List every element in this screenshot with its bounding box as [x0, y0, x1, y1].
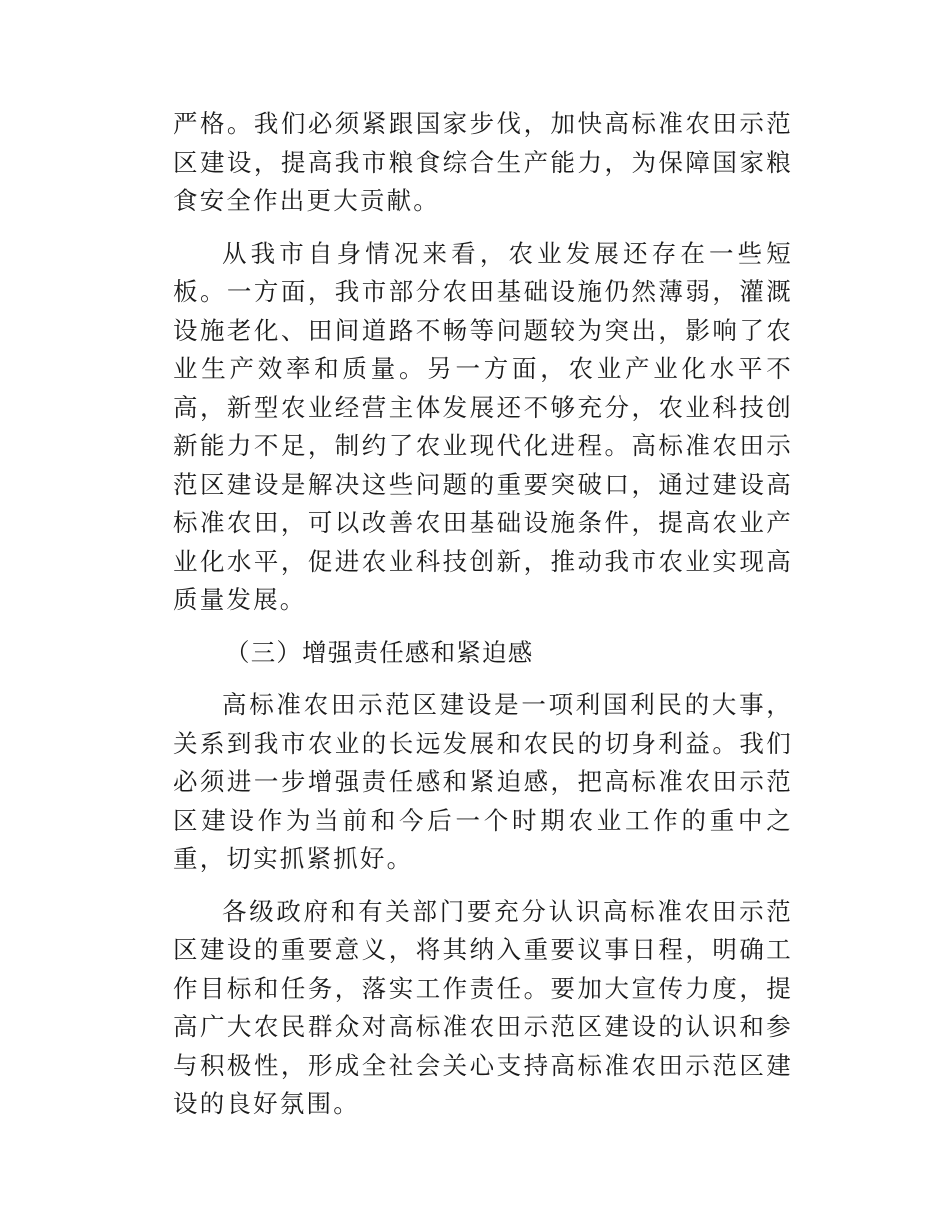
paragraph-continued: 严格。我们必须紧跟国家步伐，加快高标准农田示范区建设，提高我市粮食综合生产能力，为保障国家粮食安全作出更大贡献。 [173, 109, 793, 215]
section-heading: （三）增强责任感和紧迫感 [225, 637, 534, 667]
paragraph-shortcomings: 从我市自身情况来看，农业发展还存在一些短板。一方面，我市部分农田基础设施仍然薄弱，灌溉设施老化、田间道路不畅等问题较为突出，影响了农业生产效率和质量。另一方面，农业产业化水平不高，新型农业经营主体发展还不够充分，农业科技创新能力不足，制约了农业现代化进程。高标准农田示范区建设是解决这些问题的重要突破口，通过建设高标准农田，可以改善农田基础设施条件，提高农业产业化水平，促进农业科技创新，推动我市农业实现高质量发展。 [173, 238, 793, 614]
paragraph-government-duties: 各级政府和有关部门要充分认识高标准农田示范区建设的重要意义，将其纳入重要议事日程，明确工作目标和任务，落实工作责任。要加大宣传力度，提高广大农民群众对高标准农田示范区建设的认识和参与积极性，形成全社会关心支持高标准农田示范区建设的良好氛围。 [173, 896, 793, 1118]
document-page [173, 105, 793, 1138]
paragraph-responsibility: 高标准农田示范区建设是一项利国利民的大事，关系到我市农业的长远发展和农民的切身利益。我们必须进一步增强责任感和紧迫感，把高标准农田示范区建设作为当前和今后一个时期农业工作的重中之重，切实抓紧抓好。 [173, 690, 793, 873]
